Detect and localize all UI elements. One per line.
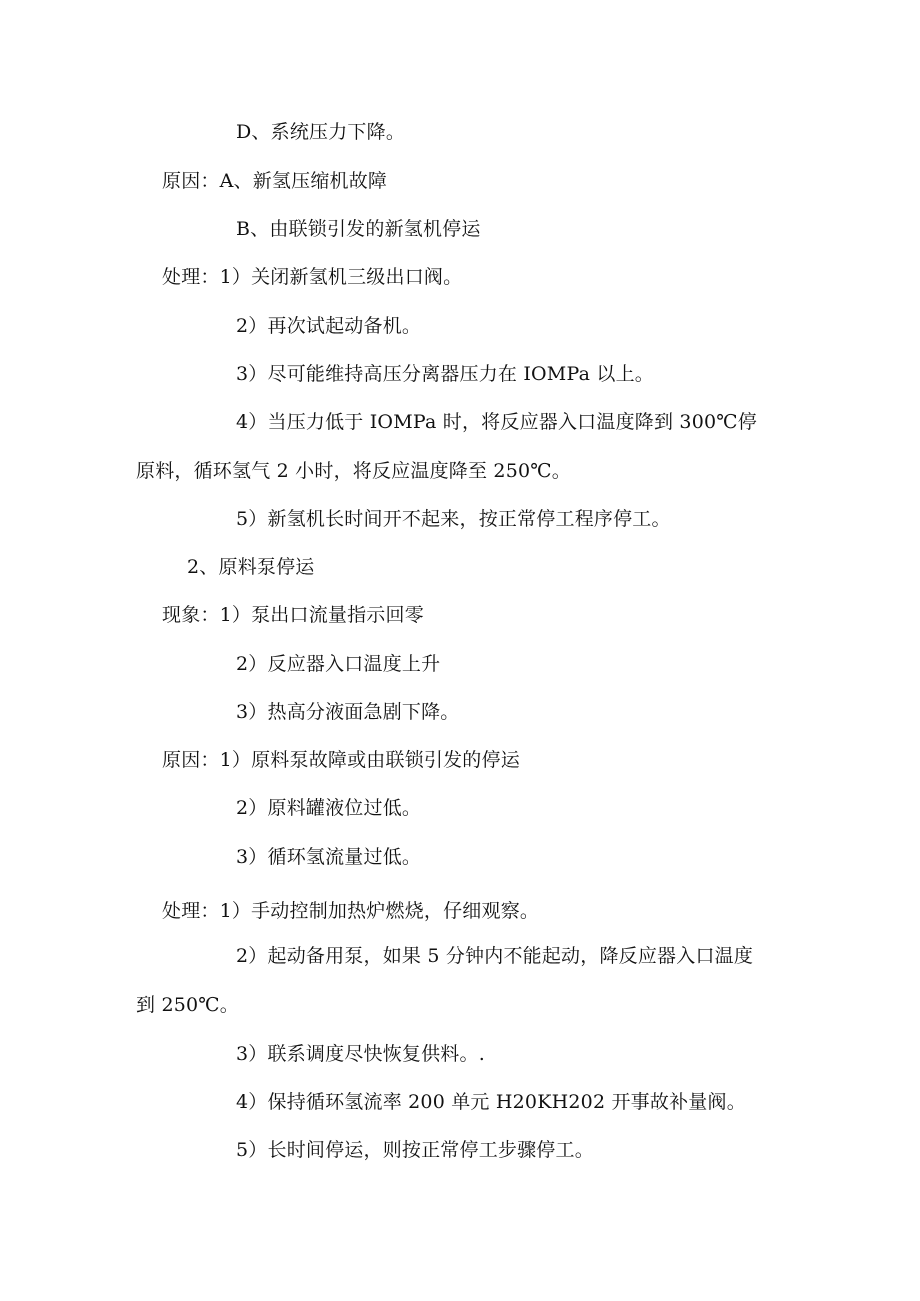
text-line: 原因：A、新氢压缩机故障 [162, 170, 388, 192]
text-line: 3）热高分液面急剧下降。 [236, 701, 460, 723]
text-line: 处理：1）手动控制加热炉燃烧，仔细观察。 [162, 900, 540, 922]
text-line: 原料，循环氢气 2 小时，将反应温度降至 250℃。 [136, 460, 571, 482]
text-line: 2）反应器入口温度上升 [236, 653, 441, 675]
text-line: 4）当压力低于 IOMPa 时，将反应器入口温度降到 300℃停 [236, 411, 757, 433]
text-line: 2）再次试起动备机。 [236, 315, 422, 337]
text-line: 到 250℃。 [136, 994, 239, 1016]
text-line: D、系统压力下降。 [236, 121, 406, 143]
text-line: 2）起动备用泵，如果 5 分钟内不能起动，降反应器入口温度 [236, 945, 754, 967]
text-line: 现象：1）泵出口流量指示回零 [162, 604, 424, 626]
text-line: 2）原料罐液位过低。 [236, 797, 422, 819]
text-line: 原因：1）原料泵故障或由联锁引发的停运 [162, 749, 520, 771]
text-line: 处理：1）关闭新氢机三级出口阀。 [162, 266, 463, 288]
text-line: 3）尽可能维持高压分离器压力在 IOMPa 以上。 [236, 363, 654, 385]
section-heading: 2、原料泵停运 [187, 556, 315, 578]
text-line: 4）保持循环氢流率 200 单元 H20KH202 开事故补量阀。 [236, 1091, 746, 1113]
text-line: 3）循环氢流量过低。 [236, 846, 422, 868]
text-line: B、由联锁引发的新氢机停运 [236, 218, 481, 240]
text-line: 5）长时间停运，则按正常停工步骤停工。 [236, 1139, 594, 1161]
text-line: 5）新氢机长时间开不起来，按正常停工程序停工。 [236, 508, 671, 530]
text-line: 3）联系调度尽快恢复供料。. [236, 1043, 485, 1065]
